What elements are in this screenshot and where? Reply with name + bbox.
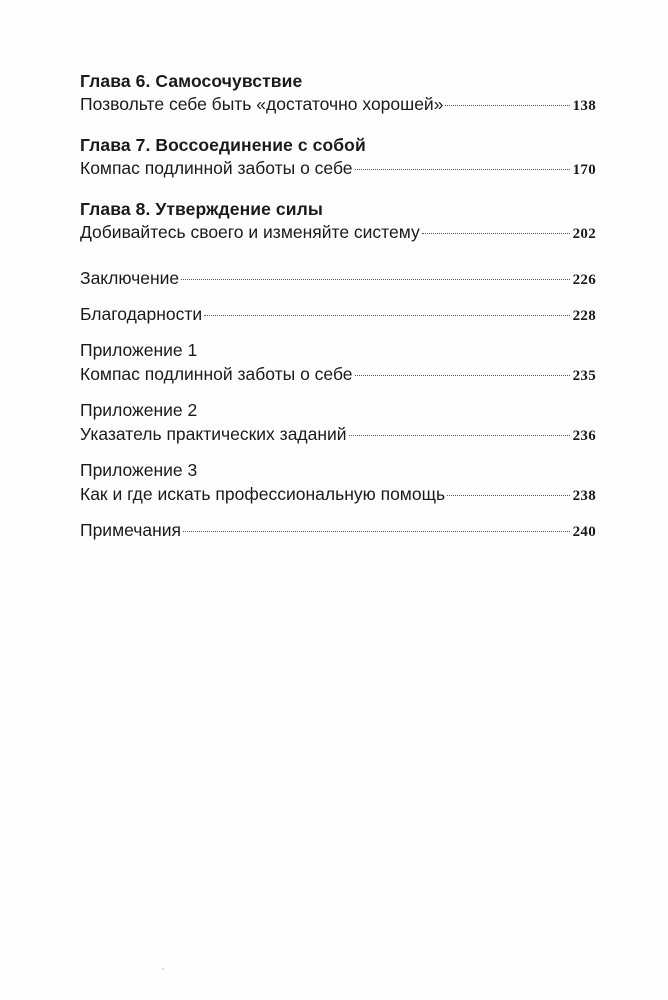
appendix-subtitle-line [80, 362, 596, 388]
entry-title: Благодарности [80, 304, 203, 324]
toc-entry-appendix-1[interactable] [80, 338, 596, 388]
dot-leader [181, 278, 569, 280]
chapter-title: Глава 6. Самосочувствие [80, 71, 303, 91]
dot-leader [355, 168, 570, 170]
chapter-subtitle: Компас подлинной заботы о себе [80, 158, 353, 178]
appendix-title: Приложение 1 [80, 340, 198, 360]
page-number: 240 [572, 524, 596, 540]
toc-entry-appendix-2[interactable] [80, 398, 596, 448]
table-of-contents [80, 70, 596, 554]
dot-leader [422, 232, 570, 234]
chapter-title: Глава 8. Утверждение силы [80, 199, 323, 219]
page-number: 235 [572, 368, 596, 384]
toc-entry-chapter-6[interactable] [80, 70, 596, 118]
appendix-title: Приложение 2 [80, 400, 198, 420]
toc-entry-acknowledgments[interactable] [80, 302, 596, 328]
toc-entry-conclusion[interactable] [80, 266, 596, 292]
appendix-subtitle: Указатель практических заданий [80, 424, 347, 444]
entry-line [80, 302, 596, 328]
page-number: 138 [572, 98, 596, 114]
dot-leader [447, 494, 570, 496]
chapter-subtitle: Позвольте себе быть «достаточно хорошей» [80, 94, 444, 114]
page-number: 228 [572, 308, 596, 324]
chapter-subtitle-line [80, 92, 596, 118]
page-number: 236 [572, 428, 596, 444]
page-number: 170 [572, 162, 596, 178]
toc-entry-chapter-8[interactable] [80, 198, 596, 246]
toc-entry-chapter-7[interactable] [80, 134, 596, 182]
dot-leader [183, 530, 570, 532]
appendix-subtitle-line [80, 482, 596, 508]
page-number: 202 [572, 226, 596, 242]
toc-entry-notes[interactable] [80, 518, 596, 544]
dot-leader [445, 104, 569, 106]
appendix-subtitle: Как и где искать профессиональную помощь [80, 484, 446, 504]
entry-line [80, 518, 596, 544]
appendix-subtitle: Компас подлинной заботы о себе [80, 364, 353, 384]
chapter-title: Глава 7. Воссоединение с собой [80, 135, 366, 155]
dot-leader [349, 434, 570, 436]
dot-leader [355, 374, 570, 376]
chapter-subtitle: Добивайтесь своего и изменяйте систему [80, 222, 420, 242]
page-number: 238 [572, 488, 596, 504]
appendix-title: Приложение 3 [80, 460, 198, 480]
dot-leader [204, 314, 569, 316]
paper-speck [162, 968, 164, 970]
toc-entry-appendix-3[interactable] [80, 458, 596, 508]
appendix-subtitle-line [80, 422, 596, 448]
entry-line [80, 266, 596, 292]
chapter-subtitle-line [80, 156, 596, 182]
chapter-subtitle-line [80, 220, 596, 246]
entry-title: Заключение [80, 268, 180, 288]
entry-title: Примечания [80, 520, 182, 540]
page-number: 226 [572, 272, 596, 288]
